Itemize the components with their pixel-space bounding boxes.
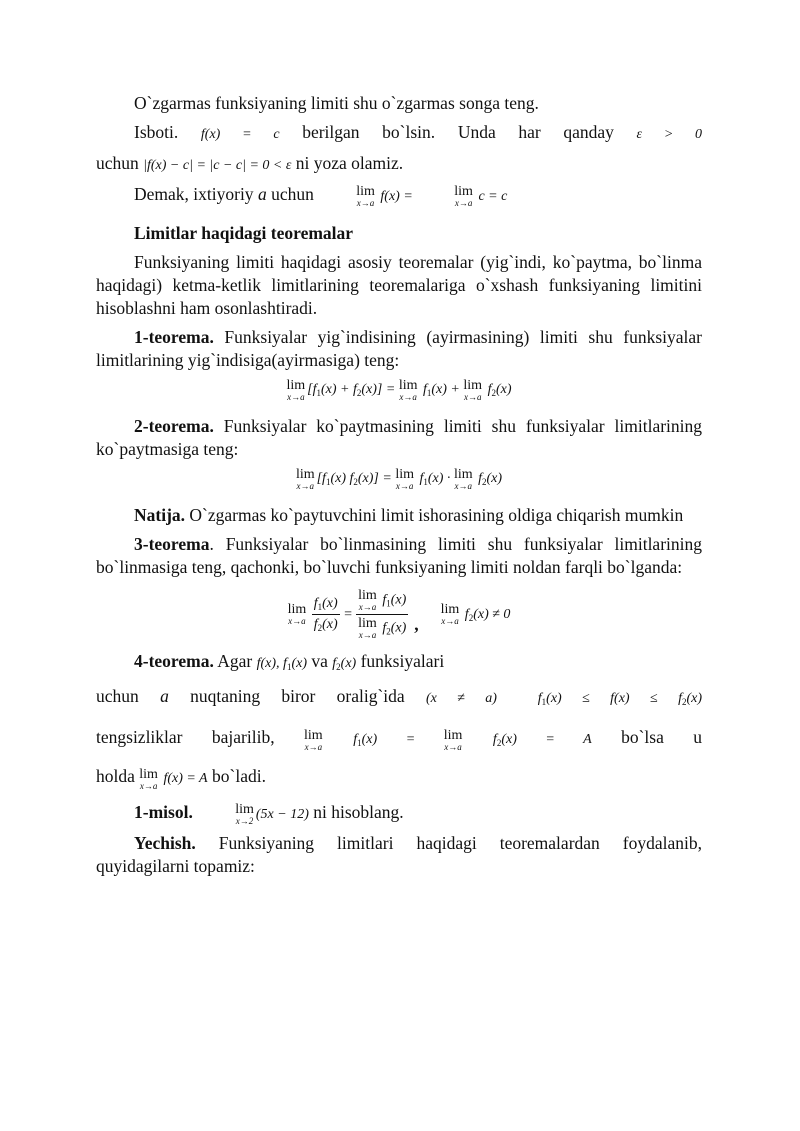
formula-example: lim x→2 (5x − 12): [235, 801, 309, 826]
va-text: va: [311, 651, 328, 672]
boladi-text: bo`ladi.: [212, 766, 266, 787]
uchun-text-3: uchun: [96, 686, 139, 707]
bolsa-text: bo`lsa u: [621, 727, 703, 748]
theorem-2-text: Funksiyalar ko`paytmasining limiti shu funksiyalar limitlarining ko`paytmasiga teng:: [96, 416, 703, 460]
theorem-3-label: 3-teorema: [134, 534, 210, 555]
proof-line-1: [96, 121, 702, 146]
theorem-3-text: . Funksiyalar bo`linmasining limiti shu funksiyalar limitlarining bo`linmasiga teng, qachonki, bo`luvchi funksiyaning limiti noldan farqli bo`lganda:: [96, 534, 702, 578]
formula-limits-eq-A: lim x→a $f_1(x)$ = lim x→a $f_2(x) = A$: [304, 727, 592, 752]
uchun-text: uchun: [96, 153, 139, 173]
theorem-2-label: 2-teorema.: [134, 416, 214, 437]
formula-abs: |f(x) − c| = |c − c| = 0 < ε: [143, 158, 292, 173]
theorem-1-text: Funksiyalar yig`indisining (ayirmasining) limiti shu funksiyalar limitlarining yig`indisiga(ayirmasiga) teng:: [96, 327, 703, 371]
theorem-2-formula: lim x→a $[f_1(x) f_2(x)]$ = lim x→a $f_1(x)$ · lim x→a $f_2(x)$: [295, 466, 503, 491]
proof-line-2: [96, 152, 702, 177]
uchun-text-2: uchun: [271, 184, 314, 204]
theorem-4-line-1: [96, 650, 702, 679]
document-page: [96, 92, 702, 878]
formula-lim-f-A: lim x→a f(x) = A: [139, 766, 208, 791]
solution-label: Yechish.: [134, 832, 196, 853]
theorem-4-line-3: [96, 726, 702, 755]
example-1: [96, 801, 702, 826]
statement-text: O`zgarmas funksiyaning limiti shu o`zgarmas songa teng.: [134, 93, 539, 113]
demak-text: Demak, ixtiyoriy: [134, 184, 254, 204]
formula-f2: $f_2(x)$: [332, 656, 357, 673]
theorem-1: [96, 326, 702, 372]
agar-text: Agar: [217, 651, 253, 672]
var-a: a: [257, 184, 267, 204]
intro-text: Funksiyaning limiti haqidagi asosiy teoremalar (yig`indi, ko`paytma, bo`linma haqidagi) ketma-ketlik limitlarining teoremalariga o`xshash funksiyaning limitini hisoblashni ham osonlashtiradi.: [96, 252, 702, 319]
holda-text: holda: [96, 766, 135, 787]
intro-paragraph: [96, 251, 702, 320]
section-heading: [96, 222, 702, 245]
funksiyalari-text: funksiyalari: [360, 651, 445, 672]
formula-f-eq-c: f(x) = c: [200, 127, 280, 142]
formula-eps-positive: ε > 0: [636, 127, 703, 142]
corollary-text: O`zgarmas ko`paytuvchini limit ishorasining oldiga chiqarish mumkin: [189, 505, 684, 526]
formula-inequality: (x ≠ a) $f_1(x) \le f(x) \le f_2(x)$: [425, 691, 703, 708]
proof-conclusion: ni yoza olamiz.: [295, 153, 404, 173]
demak-line: [96, 183, 702, 208]
example-label: 1-misol.: [134, 801, 193, 822]
solution-text: Funksiyaning limitlari haqidagi teoremalardan foydalanib, quyidagilarni topamiz:: [96, 832, 703, 876]
proof-text: berilgan bo`lsin. Unda har qanday: [302, 122, 614, 142]
var-a-2: a: [160, 686, 169, 707]
formula-lim-c: lim x→a f(x) = lim x→a c = c: [356, 184, 508, 209]
theorem-1-formula: lim x→a $[f_1(x) + f_2(x)]$ = lim x→a $f_1(x)$ + lim x→a $f_2(x)$: [286, 377, 512, 402]
corollary: [96, 504, 702, 527]
theorem-4-line-2: [96, 685, 702, 714]
nuqta-text: nuqtaning biror oralig`ida: [190, 686, 405, 707]
tengsizlik-text: tengsizliklar bajarilib,: [96, 727, 275, 748]
heading-text: Limitlar haqidagi teoremalar: [134, 223, 354, 244]
theorem-4-label: 4-teorema.: [134, 651, 214, 672]
theorem-2: [96, 415, 702, 461]
example-text: ni hisoblang.: [313, 801, 404, 822]
theorem-3-formula: lim x→a $\frac{f_1(x)}{f_2(x)}$ = lim x→a $f_1(x)$ lim x→a $f_2(x)$ , lim x→a $f_2(x) \ne 0$: [287, 588, 511, 641]
constant-limit-statement: [96, 92, 702, 115]
corollary-label: Natija.: [134, 505, 186, 526]
theorem-1-label: 1-teorema.: [134, 327, 214, 348]
formula-f-f1: f(x), $f_1(x)$: [256, 656, 307, 673]
solution: [96, 832, 702, 878]
proof-label: Isboti.: [134, 122, 179, 142]
theorem-4-line-4: [96, 765, 702, 790]
theorem-3: [96, 533, 702, 579]
